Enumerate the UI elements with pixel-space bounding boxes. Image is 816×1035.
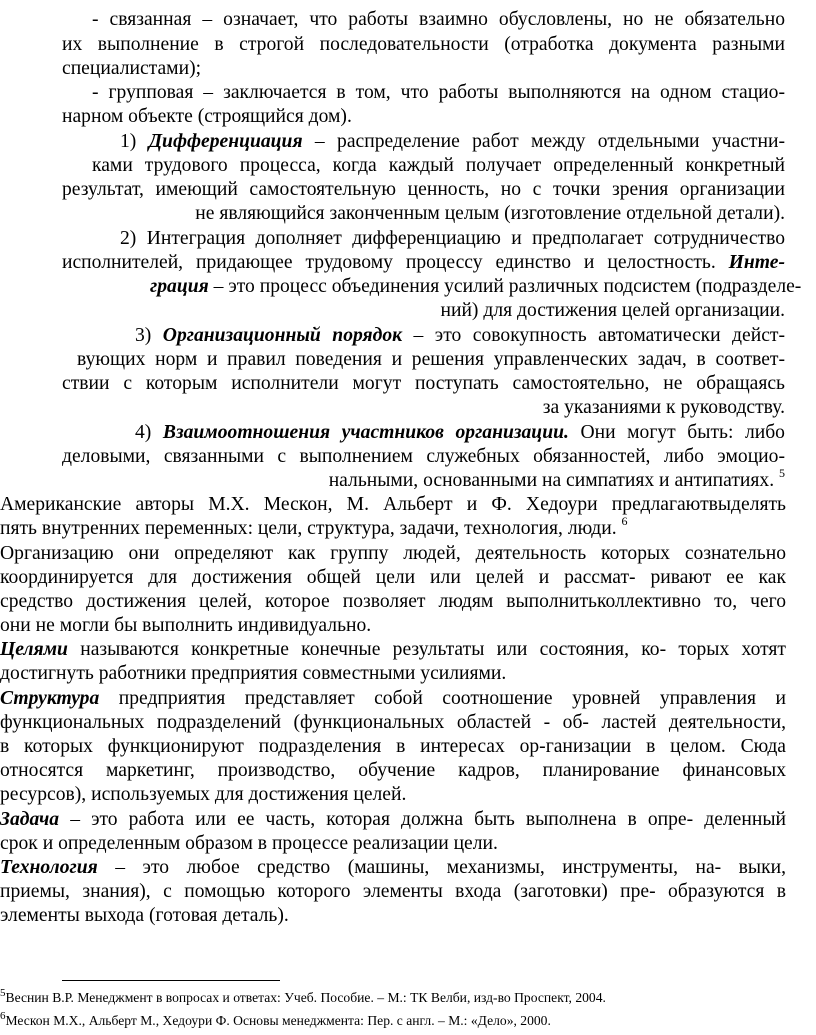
text-line xyxy=(77,348,785,372)
text-line xyxy=(0,759,786,783)
term-emphasis: грация xyxy=(150,276,209,297)
text-run: – это работа или ее часть, которая должна быть выполнена в опре- деленный xyxy=(59,809,786,830)
text-run: пять внутренних переменных: цели, структура, задачи, технология, люди. xyxy=(0,518,622,539)
text-line xyxy=(0,493,786,517)
text-run: относятся маркетинг, производство, обучение кадров, планирование финансовых xyxy=(0,760,786,781)
text-line xyxy=(92,154,785,178)
text-line xyxy=(0,735,786,759)
text-line xyxy=(0,880,786,904)
text-line xyxy=(62,251,785,275)
text-line xyxy=(135,324,785,348)
text-line xyxy=(492,396,785,420)
footnote-text: Мескон М.Х., Альберт М., Хедоури Ф. Основы менеджмента: Пер. с англ. – М.: «Дело», 2000. xyxy=(5,1013,551,1028)
text-run: результат, имеющий самостоятельную ценность, но с точки зрения организации xyxy=(62,179,785,200)
text-run: - групповая – заключается в том, что работы выполняются на одном стацио- xyxy=(92,82,785,103)
text-line xyxy=(62,105,462,129)
text-line xyxy=(62,445,785,469)
text-line xyxy=(0,614,500,638)
text-run: – это процесс объединения усилий различных подсистем (подразделе- xyxy=(208,276,802,297)
text-run: 4) xyxy=(135,422,163,443)
footnote-ref: 6 xyxy=(621,514,628,528)
text-run: ствии с которым исполнители могут поступать самостоятельно, не обращаясь xyxy=(62,373,785,394)
footnote-5 xyxy=(0,987,606,1006)
text-line xyxy=(62,178,785,202)
text-run: 1) xyxy=(120,131,149,152)
term-emphasis: Технология xyxy=(0,857,98,878)
text-run: исполнителей, придающее трудовому процессу единство и целостность. xyxy=(62,252,729,273)
text-line xyxy=(0,542,786,566)
text-run: специалистами); xyxy=(62,58,202,79)
text-line xyxy=(0,514,680,541)
text-run: нальными, основанными на симпатиях и антипатиях. xyxy=(328,470,779,491)
text-line xyxy=(0,638,786,662)
text-run: называются конкретные конечные результаты или состояния, ко- торых хотят xyxy=(67,639,786,660)
term-emphasis: Дифференциация xyxy=(148,131,303,152)
text-run: нарном объекте (строящийся дом). xyxy=(62,106,352,127)
term-emphasis: Структура xyxy=(0,688,100,709)
text-line xyxy=(150,202,785,226)
text-run: приемы, знания), с помощью которого элементы входа (заготовки) пре- образуются в xyxy=(0,881,786,902)
text-line xyxy=(0,711,786,735)
footnote-text: Веснин В.Р. Менеджмент в вопросах и ответах: Учеб. Пособие. – М.: ТК Велби, изд-во Проспект, 2004. xyxy=(5,990,606,1005)
term-emphasis: Организационный порядок xyxy=(162,325,403,346)
text-line xyxy=(62,33,785,57)
text-line xyxy=(120,130,785,154)
text-run: предприятия представляет собой соотношение уровней управления и xyxy=(99,688,786,709)
text-line xyxy=(0,856,786,880)
text-line xyxy=(350,299,785,323)
text-line xyxy=(0,687,786,711)
text-line xyxy=(62,372,785,396)
term-emphasis: Взаимоотношения участников организации. xyxy=(162,422,569,443)
term-emphasis: Инте- xyxy=(728,252,785,273)
text-line xyxy=(272,466,785,493)
text-line xyxy=(92,8,785,32)
text-run: функциональных подразделений (функциональных областей - об- ластей деятельности, xyxy=(0,712,786,733)
text-run: Они могут быть: либо xyxy=(568,422,785,443)
text-run: – это совокупность автоматически дейст- xyxy=(402,325,785,346)
text-run: деловыми, связанными с выполнением служебных обязанностей, либо эмоцио- xyxy=(62,446,785,467)
text-run: ресурсов), используемых для достижения целей. xyxy=(0,784,407,805)
footnote-number: 5 xyxy=(0,987,6,999)
text-run: элементы выхода (готовая деталь). xyxy=(0,905,289,926)
text-run: - связанная – означает, что работы взаимно обусловлены, но не обязательно xyxy=(92,9,785,30)
text-run: координируется для достижения общей цели или целей и рассмат- ривают ее как xyxy=(0,567,786,588)
text-line xyxy=(120,227,785,251)
term-emphasis: Задача xyxy=(0,809,60,830)
text-run: 2) Интеграция дополняет дифференциацию и предполагает сотрудничество xyxy=(120,228,785,249)
text-run: Американские авторы М.Х. Мескон, М. Альберт и Ф. Хедоури предлагаютвыделять xyxy=(0,494,786,515)
text-run: – распределение работ между отдельными участни- xyxy=(302,131,785,152)
text-line xyxy=(0,904,500,928)
footnote-ref: 5 xyxy=(779,466,785,480)
text-line xyxy=(92,81,785,105)
text-run: – это любое средство (машины, механизмы, инструменты, на- выки, xyxy=(97,857,786,878)
text-run: срок и определенным образом в процессе реализации цели. xyxy=(0,833,498,854)
text-run: средство достижения целей, которое позволяет людям выполнитьколлективно то, чего xyxy=(0,591,786,612)
text-line xyxy=(0,590,786,614)
text-run: ний) для достижения целей организации. xyxy=(440,300,785,321)
text-run: вующих норм и правил поведения и решения управленческих задач, в соответ- xyxy=(77,349,785,370)
text-line xyxy=(0,832,600,856)
text-run: в которых функционируют подразделения в интересах ор-ганизации в целом. Сюда xyxy=(0,736,786,757)
text-line xyxy=(135,421,785,445)
text-line xyxy=(150,275,802,299)
text-run: не являющийся законченным целым (изготовление отдельной детали). xyxy=(195,203,785,224)
text-run: достигнуть работники предприятия совместными усилиями. xyxy=(0,663,507,684)
text-run: за указаниями к руководству. xyxy=(542,397,785,418)
text-line xyxy=(0,808,786,832)
footnote-number: 6 xyxy=(0,1010,6,1022)
term-emphasis: Целями xyxy=(0,639,68,660)
text-line xyxy=(0,662,600,686)
text-run: 3) xyxy=(135,325,163,346)
footnote-separator xyxy=(62,980,280,981)
text-line xyxy=(0,566,786,590)
text-line xyxy=(62,57,262,81)
text-run: Организацию они определяют как группу людей, деятельность которых сознательно xyxy=(0,543,786,564)
text-run: их выполнение в строгой последовательности (отработка документа разными xyxy=(62,34,785,55)
footnote-6 xyxy=(0,1010,551,1029)
text-run: ками трудового процесса, когда каждый получает определенный конкретный xyxy=(92,155,785,176)
text-run: они не могли бы выполнить индивидуально. xyxy=(0,615,372,636)
text-line xyxy=(0,783,500,807)
